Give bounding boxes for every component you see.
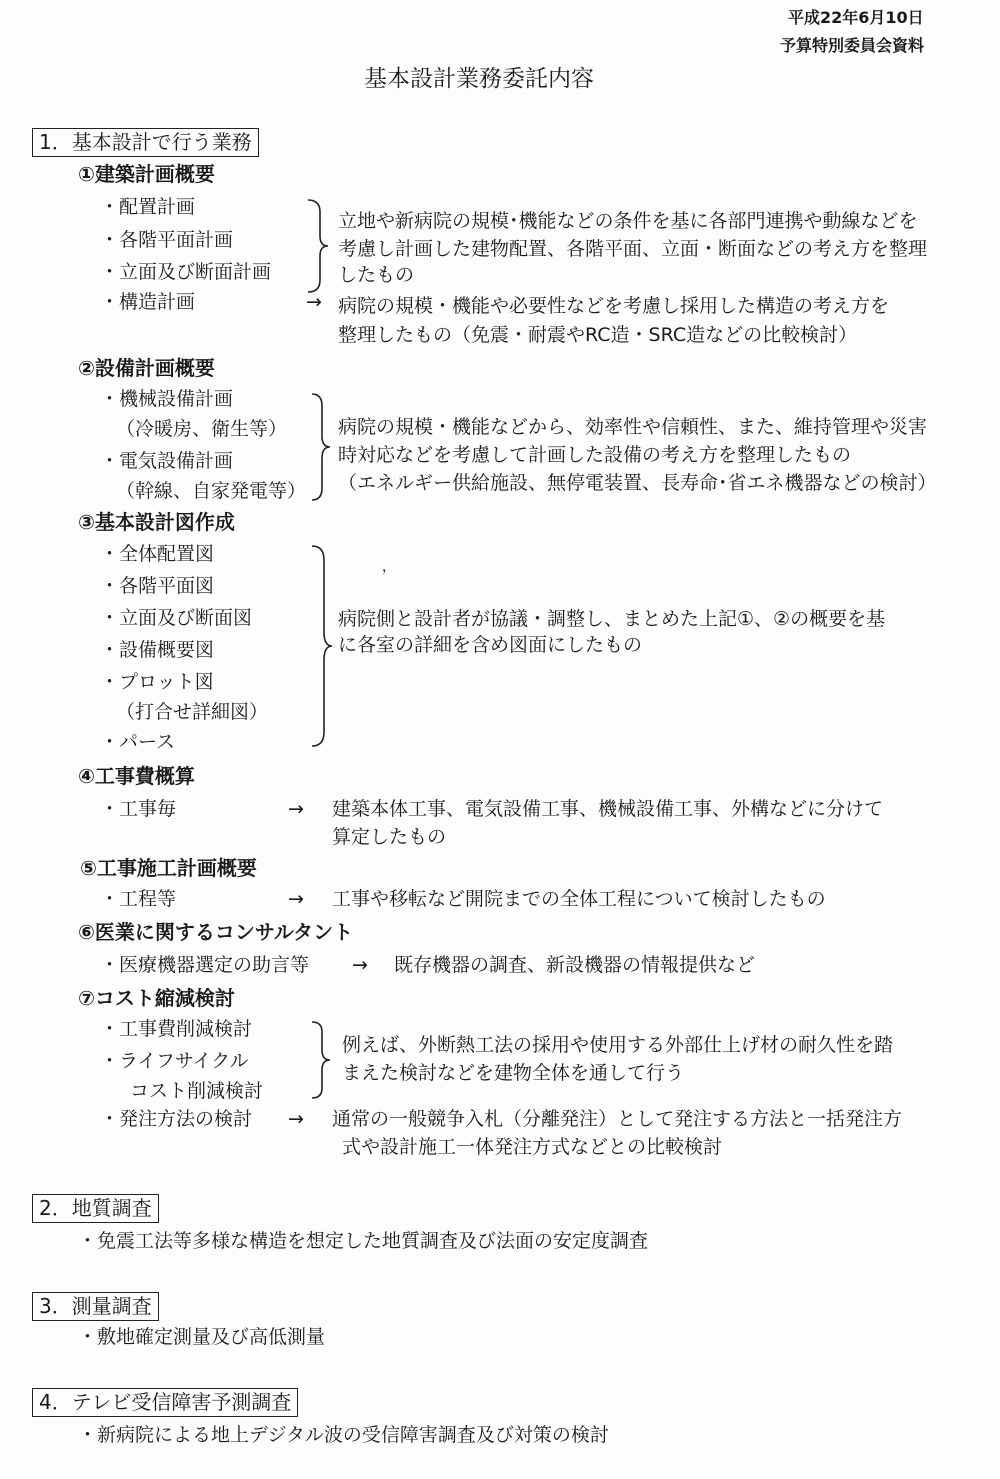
sub-2-desc-line: 時対応などを考慮して計画した設備の考え方を整理したもの [338,444,852,466]
sub-5-desc: 工事や移転など開院までの全体工程について検討したもの [332,888,826,910]
section-3-title: 3．測量調査 [32,1292,159,1321]
sub-1-desc-line: したもの [338,264,415,286]
sub-3-desc-line: に各室の詳細を含め図面にしたもの [338,634,643,656]
sub-7-item: ・ライフサイクル [100,1050,249,1072]
sub-4-title: ④工事費概算 [78,764,195,788]
sub-3-desc-line: 病院側と設計者が協議・調整し、まとめた上記①、②の概要を基 [338,608,886,630]
sub-1-desc-line: 整理したもの（免震・耐震やRC造・SRC造などの比較検討） [338,324,858,346]
sub-6-item: ・医療機器選定の助言等 [100,954,310,976]
arrow-right-icon: → [352,954,368,976]
sub-2-item: ・電気設備計画 [100,450,234,472]
sub-7-item: ・発注方法の検討 [100,1108,253,1130]
sub-3-item: （打合せ詳細図） [116,701,269,723]
sub-7-item: ・工事費削減検討 [100,1018,253,1040]
sub-4-item: ・工事毎 [100,798,177,820]
sub-2-item: （冷暖房、衛生等） [116,418,288,440]
sub-2-item: （幹線、自家発電等） [116,480,307,502]
arrow-right-icon: → [288,1108,304,1130]
sub-1-item: ・構造計画 [100,291,196,313]
section-2-item: ・免震工法等多様な構造を想定した地質調査及び法面の安定度調査 [78,1230,649,1252]
sub-1-item: ・配置計画 [100,196,196,218]
sub-6-desc: 既存機器の調査、新設機器の情報提供など [394,954,756,976]
sub-6-title: ⑥医業に関するコンサルタント [78,920,354,944]
section-1-title: 1．基本設計で行う業務 [32,128,259,157]
document-date: 平成22年6月10日 [788,8,924,27]
sub-3-item: ・設備概要図 [100,639,215,661]
sub-2-desc-line: （エネルギー供給施設、無停電装置、長寿命･省エネ機器などの検討） [338,472,937,494]
sub-3-item: ・パース [100,731,176,753]
sub-3-item: ・立面及び断面図 [100,607,253,629]
sub-3-item: ・全体配置図 [100,543,215,565]
sub-3-title: ③基本設計図作成 [78,510,235,534]
right-brace-icon [306,198,330,294]
sub-1-item: ・立面及び断面計画 [100,261,272,283]
sub-4-desc-line: 算定したもの [332,826,447,848]
right-brace-icon [310,392,332,502]
sub-7-desc-line: 通常の一般競争入札（分離発注）として発注する方法と一括発注方 [332,1108,903,1130]
sub-1-item: ・各階平面計画 [100,229,234,251]
committee-label: 予算特別委員会資料 [780,36,925,55]
sub-7-desc-line: 例えば、外断熱工法の採用や使用する外部仕上げ材の耐久性を踏 [342,1034,894,1056]
sub-7-title: ⑦コスト縮減検討 [78,986,235,1010]
section-3-item: ・敷地確定測量及び高低測量 [78,1326,326,1348]
sub-3-item: ・各階平面図 [100,575,215,597]
sub-4-desc-line: 建築本体工事、電気設備工事、機械設備工事、外構などに分けて [332,798,884,820]
sub-7-desc-line: 式や設計施工一体発注方式などとの比較検討 [342,1136,723,1158]
sub-2-title: ②設備計画概要 [78,356,215,380]
right-brace-icon [310,544,334,748]
sub-1-title: ①建築計画概要 [78,162,215,186]
sub-7-item: コスト削減検討 [130,1080,264,1102]
sub-5-item: ・工程等 [100,888,177,910]
page-title: 基本設計業務委託内容 [364,66,594,92]
sub-1-desc-line: 立地や新病院の規模･機能などの条件を基に各部門連携や動線などを [338,210,918,232]
sub-7-desc-line: まえた検討などを建物全体を通して行う [342,1062,685,1084]
stray-mark: ， [382,559,396,575]
sub-3-item: ・プロット図 [100,671,214,693]
sub-1-desc-line: 考慮し計画した建物配置、各階平面、立面・断面などの考え方を整理 [338,238,928,260]
section-4-item: ・新病院による地上デジタル波の受信障害調査及び対策の検討 [78,1424,609,1446]
section-4-title: 4．テレビ受信障害予測調査 [32,1388,298,1417]
sub-2-desc-line: 病院の規模・機能などから、効率性や信頼性、また、維持管理や災害 [338,416,928,438]
sub-2-item: ・機械設備計画 [100,388,234,410]
arrow-right-icon: → [288,798,304,820]
arrow-right-icon: → [288,888,304,910]
arrow-right-icon: → [306,291,322,313]
right-brace-icon [310,1020,332,1100]
sub-1-desc-line: 病院の規模・機能や必要性などを考慮し採用した構造の考え方を [338,295,890,317]
sub-5-title: ⑤工事施工計画概要 [80,856,257,880]
section-2-title: 2．地質調査 [32,1194,159,1223]
